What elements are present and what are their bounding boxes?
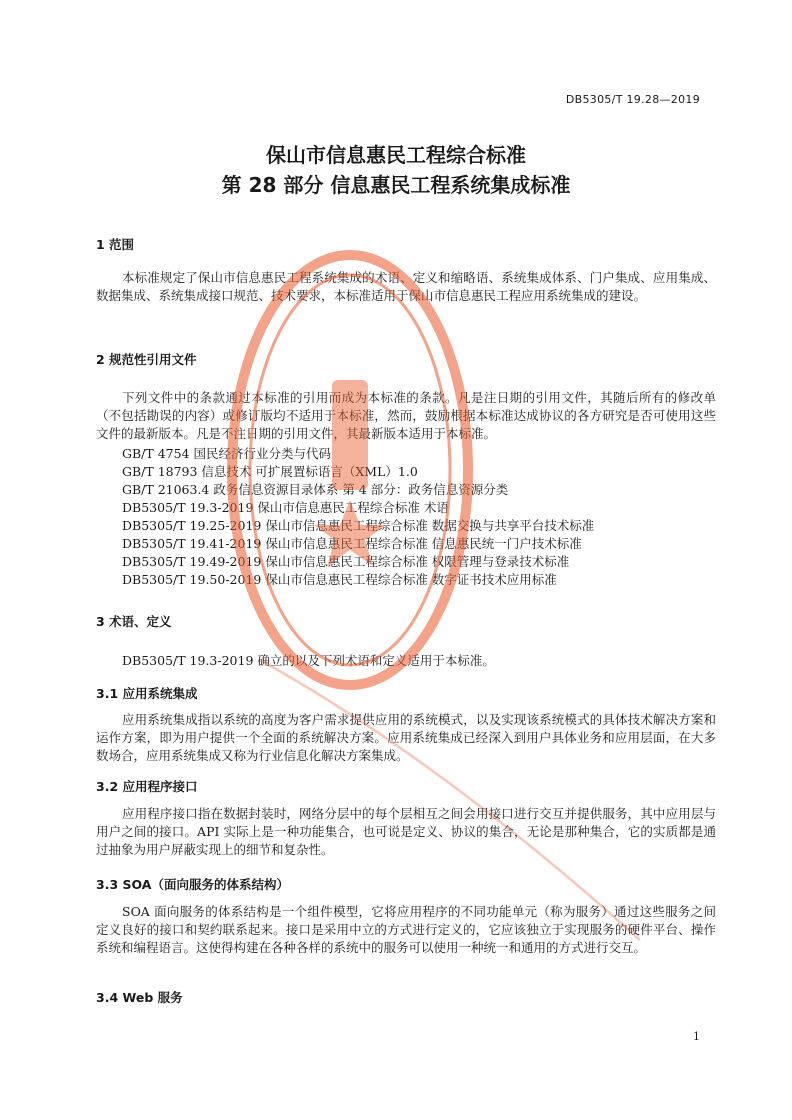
page-number: 1 [693, 1030, 700, 1043]
section-1-paragraph: 本标准规定了保山市信息惠民工程系统集成的术语、定义和缩略语、系统集成体系、门户集成、应用集成、数据集成、系统集成接口规范、技术要求，本标准适用于保山市信息惠民工程应用系统集成的建设。 [96, 270, 716, 303]
reference-item: DB5305/T 19.50-2019 保山市信息惠民工程综合标准 数字证书技术应用标准 [122, 572, 557, 587]
section-3-heading: 3 术语、定义 [96, 614, 172, 629]
section-3-3-paragraph: SOA 面向服务的体系结构是一个组件模型，它将应用程序的不同功能单元（称为服务）通过这些服务之间定义良好的接口和契约联系起来。接口是采用中立的方式进行定义的，它应该独立于实现服务的硬件平台、操作系统和编程语言。这使得构建在各种各样的系统中的服务可以使用一种统一和通用的方式进行交互。 [96, 904, 716, 955]
section-1-heading: 1 范围 [96, 237, 135, 252]
section-3-1-heading: 3.1 应用系统集成 [96, 686, 198, 701]
reference-item: DB5305/T 19.49-2019 保山市信息惠民工程综合标准 权限管理与登录技术标准 [122, 554, 570, 569]
section-3-2-heading: 3.2 应用程序接口 [96, 779, 198, 794]
document-code: DB5305/T 19.28—2019 [565, 93, 700, 106]
reference-item: DB5305/T 19.25-2019 保山市信息惠民工程综合标准 数据交换与共享平台技术标准 [122, 518, 595, 533]
reference-item: GB/T 21063.4 政务信息资源目录体系 第 4 部分：政务信息资源分类 [122, 482, 509, 497]
seal-diagonal-text-path [260, 660, 640, 940]
reference-item: GB/T 4754 国民经济行业分类与代码 [122, 446, 331, 461]
title-part: 第 28 部分 信息惠民工程系统集成标准 [221, 173, 571, 197]
section-3-1-paragraph: 应用系统集成指以系统的高度为客户需求提供应用的系统模式，以及实现该系统模式的具体技术解决方案和运作方案，即为用户提供一个全面的系统解决方案。应用系统集成已经深入到用户具体业务和应用层面，在大多数场合，应用系统集成又称为行业信息化解决方案集成。 [96, 712, 716, 763]
section-3-3-heading: 3.3 SOA（面向服务的体系结构） [96, 877, 289, 892]
reference-item: DB5305/T 19.41-2019 保山市信息惠民工程综合标准 信息惠民统一门户技术标准 [122, 536, 582, 551]
section-2-paragraph: 下列文件中的条款通过本标准的引用而成为本标准的条款。凡是注日期的引用文件，其随后所有的修改单（不包括勘误的内容）或修订版均不适用于本标准，然而，鼓励根据本标准达成协议的各方研究是否可使用这些文件的最新版本。凡是不注日期的引用文件，其最新版本适用于本标准。 [96, 390, 716, 441]
section-3-4-heading: 3.4 Web 服务 [96, 990, 183, 1005]
title-main: 保山市信息惠民工程综合标准 [266, 143, 526, 167]
section-3-2-paragraph: 应用程序接口指在数据封装时，网络分层中的每个层相互之间会用接口进行交互并提供服务，其中应用层与用户之间的接口。API 实际上是一种功能集合，也可说是定义、协议的集合，无论是那种集合，它的实质都是通过抽象为用户屏蔽实现上的细节和复杂性。 [96, 806, 716, 857]
reference-item: DB5305/T 19.3-2019 保山市信息惠民工程综合标准 术语 [122, 500, 449, 515]
section-3-intro: DB5305/T 19.3-2019 确立的以及下列术语和定义适用于本标准。 [122, 653, 495, 668]
section-2-heading: 2 规范性引用文件 [96, 352, 197, 367]
reference-item: GB/T 18793 信息技术 可扩展置标语言（XML）1.0 [122, 464, 418, 479]
